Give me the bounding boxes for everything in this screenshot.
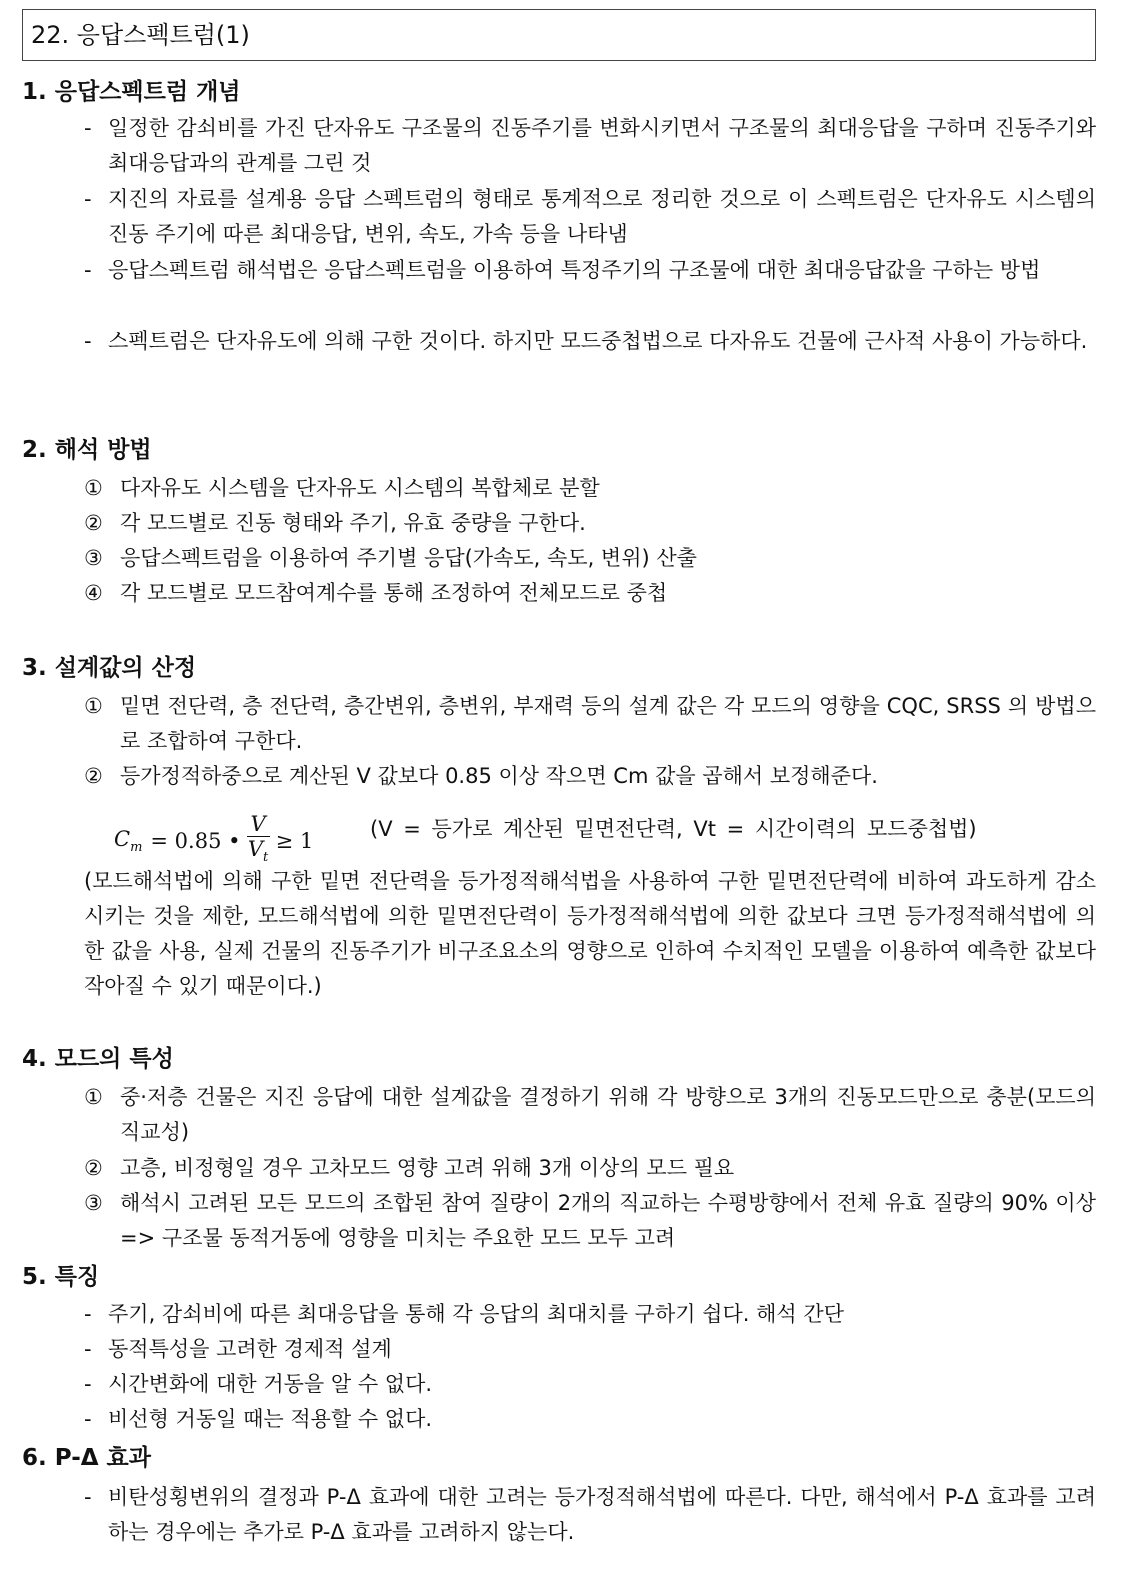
- section-4-item-3: [84, 1186, 1096, 1256]
- formula-lhs: $C_m$: [114, 827, 143, 856]
- bullet-text: 시간변화에 대한 거동을 알 수 없다.: [108, 1372, 433, 1396]
- item-marker: ③: [84, 1191, 103, 1215]
- item-text: 고층, 비정형일 경우 고차모드 영향 고려 위해 3개 이상의 모드 필요: [120, 1156, 735, 1180]
- section-2-item-1: [84, 471, 1096, 506]
- section-3-heading: 3. 설계값의 산정: [22, 655, 197, 681]
- section-1-bullet-1: [84, 111, 1096, 181]
- section-4-item-2: [84, 1151, 1096, 1186]
- fraction-numerator: V: [247, 812, 270, 837]
- section-1-bullet-3: [84, 253, 1096, 288]
- section-2-item-2: [84, 506, 1096, 541]
- item-marker: ①: [84, 1085, 103, 1109]
- item-text: 응답스펙트럼을 이용하여 주기별 응답(가속도, 속도, 변위) 산출: [120, 546, 697, 570]
- bullet-marker: -: [84, 258, 92, 282]
- section-2-item-3: [84, 541, 1096, 576]
- formula-coef: = 0.85 •: [150, 829, 241, 854]
- document-title: 22. 응답스펙트럼(1): [22, 9, 1096, 61]
- item-text: 밑면 전단력, 층 전단력, 층간변위, 층변위, 부재력 등의 설계 값은 각 모드의 영향을 CQC, SRSS 의 방법으로 조합하여 구한다.: [120, 694, 1096, 753]
- section-1-bullet-4: [84, 324, 1096, 359]
- item-text: 다자유도 시스템을 단자유도 시스템의 복합체로 분할: [120, 476, 600, 500]
- bullet-text: 응답스펙트럼 해석법은 응답스펙트럼을 이용하여 특정주기의 구조물에 대한 최대응답값을 구하는 방법: [108, 258, 1041, 282]
- section-6-heading: 6. P-Δ 효과: [22, 1445, 151, 1471]
- item-marker: ②: [84, 764, 103, 788]
- item-text: 중·저층 건물은 지진 응답에 대한 설계값을 결정하기 위해 각 방향으로 3개의 진동모드만으로 충분(모드의 직교성): [120, 1085, 1096, 1144]
- bullet-marker: -: [84, 1302, 92, 1326]
- section-5-bullet-1: [84, 1297, 1096, 1332]
- bullet-marker: -: [84, 1337, 92, 1361]
- section-5-bullet-2: [84, 1332, 1096, 1367]
- item-marker: ④: [84, 581, 103, 605]
- formula-fraction: [247, 812, 270, 870]
- section-1-heading: 1. 응답스펙트럼 개념: [22, 79, 241, 105]
- section-4-heading: 4. 모드의 특성: [22, 1046, 174, 1072]
- bullet-marker: -: [84, 187, 92, 211]
- item-marker: ②: [84, 511, 103, 535]
- item-text: 각 모드별로 모드참여계수를 통해 조정하여 전체모드로 중첩: [120, 581, 668, 605]
- bullet-text: 비선형 거동일 때는 적용할 수 없다.: [108, 1407, 433, 1431]
- formula-expression: [114, 812, 313, 870]
- bullet-marker: -: [84, 1372, 92, 1396]
- bullet-text: 비탄성횡변위의 결정과 P-Δ 효과에 대한 고려는 등가정적해석법에 따른다. 다만, 해석에서 P-Δ 효과를 고려하는 경우에는 추가로 P-Δ 효과를 고려하지 않는다.: [108, 1485, 1096, 1544]
- section-3-paragraph: (모드해석법에 의해 구한 밑면 전단력을 등가정적해석법을 사용하여 구한 밑면전단력에 비하여 과도하게 감소시키는 것을 제한, 모드해석법에 의한 밑면전단력이 등가정적해석법에 의한 값보다 크면 등가정적해석법에 의한 값을 사용, 실제 건물의 진동주기가 비구조요소의 영향으로 인하여 수치적인 모델을 이용하여 예측한 값보다 작아질 수 있기 때문이다.): [84, 869, 1096, 998]
- bullet-text: 스펙트럼은 단자유도에 의해 구한 것이다. 하지만 모드중첩법으로 다자유도 건물에 근사적 사용이 가능하다.: [108, 329, 1088, 353]
- cm-formula: [114, 802, 1104, 866]
- formula-note: (V = 등가로 계산된 밑면전단력, Vt = 시간이력의 모드중첩법): [370, 817, 977, 841]
- section-6-bullet-1: [84, 1480, 1096, 1550]
- item-text: 해석시 고려된 모든 모드의 조합된 참여 질량이 2개의 직교하는 수평방향에서 전체 유효 질량의 90% 이상 => 구조물 동적거동에 영향을 미치는 주요한 모드 모두 고려: [120, 1191, 1096, 1250]
- formula-rhs: ≥ 1: [275, 829, 314, 854]
- bullet-text: 지진의 자료를 설계용 응답 스펙트럼의 형태로 통계적으로 정리한 것으로 이 스펙트럼은 단자유도 시스템의 진동 주기에 따른 최대응답, 변위, 속도, 가속 등을 나타냄: [108, 187, 1096, 246]
- section-5-bullet-3: [84, 1367, 1096, 1402]
- bullet-text: 일정한 감쇠비를 가진 단자유도 구조물의 진동주기를 변화시키면서 구조물의 최대응답을 구하며 진동주기와 최대응답과의 관계를 그린 것: [108, 116, 1096, 175]
- item-marker: ①: [84, 476, 103, 500]
- item-text: 등가정적하중으로 계산된 V 값보다 0.85 이상 작으면 Cm 값을 곱해서 보정해준다.: [120, 764, 878, 788]
- item-text: 각 모드별로 진동 형태와 주기, 유효 중량을 구한다.: [120, 511, 586, 535]
- section-5-bullet-4: [84, 1402, 1096, 1437]
- bullet-text: 동적특성을 고려한 경제적 설계: [108, 1337, 392, 1361]
- section-1-bullet-2: [84, 182, 1096, 252]
- section-5-heading: 5. 특징: [22, 1264, 100, 1290]
- item-marker: ①: [84, 694, 103, 718]
- section-3-item-1: [84, 689, 1096, 759]
- section-4-item-1: [84, 1080, 1096, 1150]
- bullet-marker: -: [84, 1485, 92, 1509]
- section-2-heading: 2. 해석 방법: [22, 437, 152, 463]
- bullet-marker: -: [84, 329, 92, 353]
- section-2-item-4: [84, 576, 1096, 611]
- bullet-marker: -: [84, 116, 92, 140]
- bullet-marker: -: [84, 1407, 92, 1431]
- section-3-item-2: [84, 759, 1096, 794]
- fraction-denominator: $V_t$: [247, 837, 269, 866]
- bullet-text: 주기, 감쇠비에 따른 최대응답을 통해 각 응답의 최대치를 구하기 쉽다. 해석 간단: [108, 1302, 844, 1326]
- item-marker: ③: [84, 546, 103, 570]
- item-marker: ②: [84, 1156, 103, 1180]
